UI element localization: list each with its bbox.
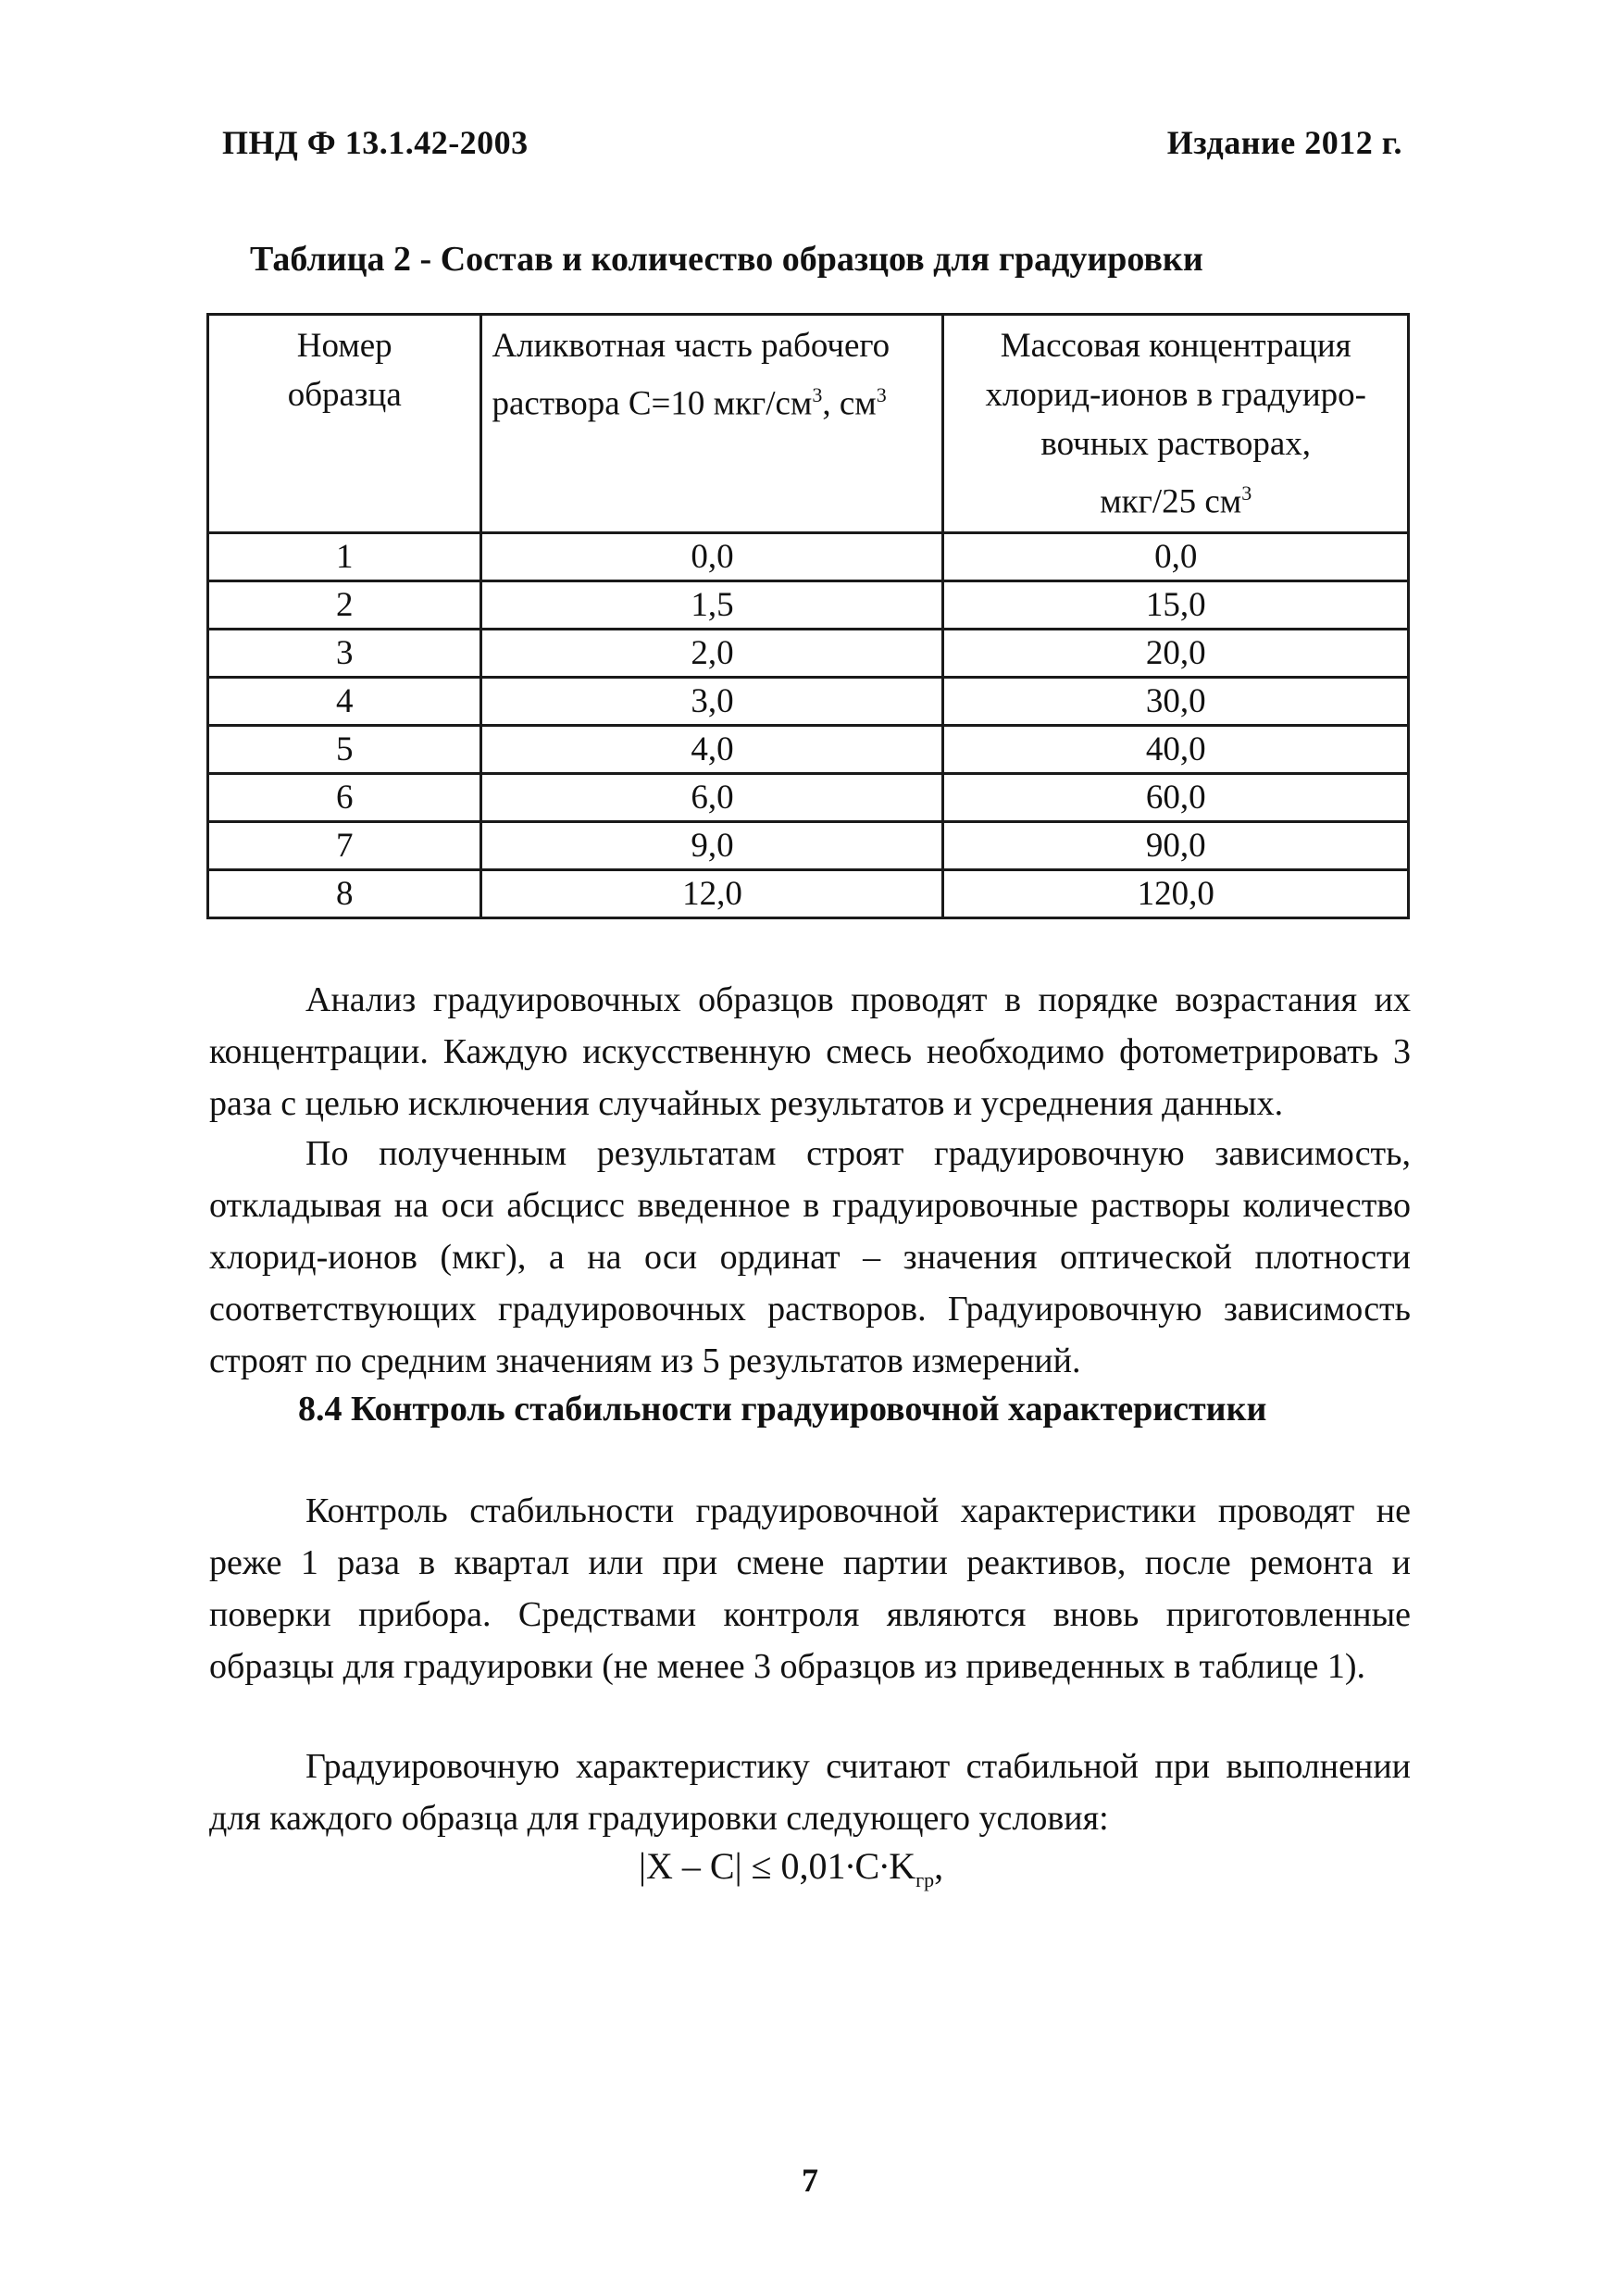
formula-tail: ,	[934, 1845, 944, 1887]
cell-aliquot: 6,0	[481, 774, 943, 822]
cell-aliquot: 4,0	[481, 726, 943, 774]
table-row	[208, 726, 1409, 774]
table-row	[208, 630, 1409, 678]
cell-sample-number: 5	[208, 726, 481, 774]
table-row	[208, 678, 1409, 726]
cell-aliquot: 3,0	[481, 678, 943, 726]
cell-concentration: 120,0	[943, 870, 1409, 918]
cell-concentration: 90,0	[943, 822, 1409, 870]
cell-aliquot: 1,5	[481, 581, 943, 630]
cell-aliquot: 12,0	[481, 870, 943, 918]
cell-sample-number: 6	[208, 774, 481, 822]
cell-concentration: 15,0	[943, 581, 1409, 630]
cell-concentration: 20,0	[943, 630, 1409, 678]
cell-aliquot: 0,0	[481, 533, 943, 581]
table-row	[208, 581, 1409, 630]
table-row	[208, 870, 1409, 918]
paragraph-analysis-order: Анализ градуировочных образцов проводят в порядке возрастания их концентрации. Каждую искусственную смесь необходимо фотометрировать 3 раза с целью исключения случайных результатов и усреднения данных.	[209, 980, 1411, 1123]
cell-concentration: 0,0	[943, 533, 1409, 581]
table-row	[208, 533, 1409, 581]
paragraph-stability-condition: Градуировочную характеристику считают стабильной при выполнении для каждого образца для градуировки следующего условия:	[209, 1747, 1411, 1838]
cell-sample-number: 7	[208, 822, 481, 870]
table-body	[208, 533, 1409, 918]
table-row	[208, 822, 1409, 870]
edition-label: Издание 2012 г.	[1166, 124, 1402, 161]
cell-sample-number: 4	[208, 678, 481, 726]
cell-sample-number: 8	[208, 870, 481, 918]
paragraph-calibration-curve: По полученным результатам строят градуировочную зависимость, откладывая на оси абсцисс введенное в градуировочные растворы количество хлорид-ионов (мкг), а на оси ординат – значения оптической плотности соответствующих градуировочных растворов. Градуировочную зависимость строят по средним значениям из 5 результатов измерений.	[209, 1134, 1411, 1380]
cell-concentration: 30,0	[943, 678, 1409, 726]
cell-sample-number: 2	[208, 581, 481, 630]
cell-concentration: 40,0	[943, 726, 1409, 774]
column-header-sample-number: Номер образца	[208, 315, 481, 533]
section-heading-8-4: 8.4 Контроль стабильности градуировочной характеристики	[298, 1390, 1267, 1429]
page-number: 7	[802, 2162, 818, 2199]
calibration-samples-table	[206, 313, 1410, 919]
column-header-aliquot: Аликвотная часть рабочего раствора С=10 мкг/$см^3$, $см^3$	[481, 315, 943, 533]
table-row	[208, 774, 1409, 822]
formula-subscript: гр	[915, 1868, 935, 1891]
stability-formula	[639, 1844, 943, 1892]
cell-aliquot: 9,0	[481, 822, 943, 870]
document-code: ПНД Ф 13.1.42-2003	[222, 124, 529, 161]
column-header-concentration: Массовая концентрация хлорид-ионов в градуиро- вочных растворах, мкг/25 $см^3$	[943, 315, 1409, 533]
cell-sample-number: 1	[208, 533, 481, 581]
table-header-row	[208, 315, 1409, 533]
cell-concentration: 60,0	[943, 774, 1409, 822]
cell-sample-number: 3	[208, 630, 481, 678]
cell-aliquot: 2,0	[481, 630, 943, 678]
table-title: Таблица 2 - Состав и количество образцов для градуировки	[250, 240, 1203, 279]
formula-main: |X – C| ≤ 0,01∙C∙K	[639, 1845, 916, 1887]
paragraph-stability-control: Контроль стабильности градуировочной характеристики проводят не реже 1 раза в квартал или при смене партии реактивов, после ремонта и поверки прибора. Средствами контроля являются вновь приготовленные образцы для градуировки (не менее 3 образцов из приведенных в таблице 1).	[209, 1491, 1411, 1686]
